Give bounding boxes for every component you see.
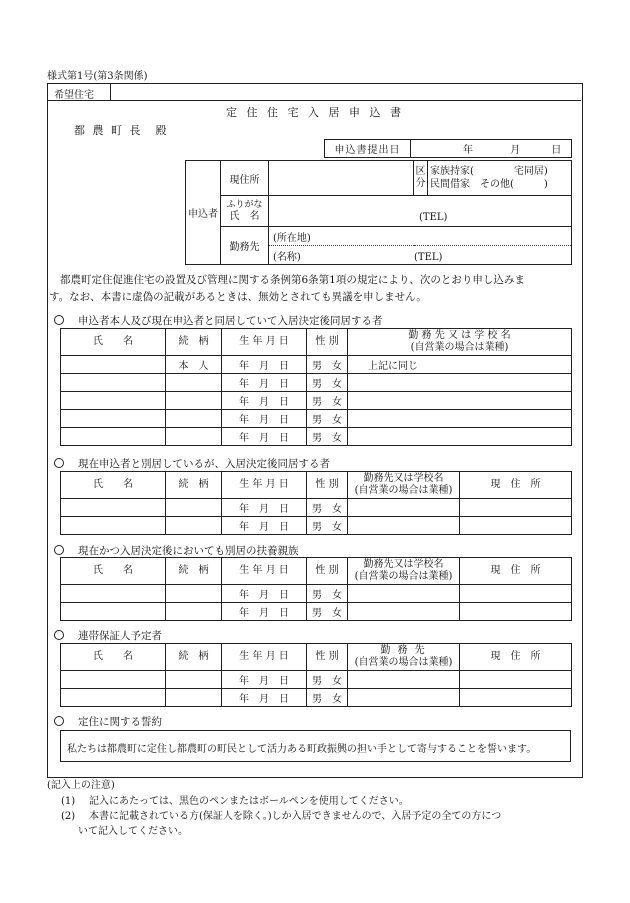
table-row: 年 月 日 男 女 [61, 374, 572, 392]
hope-housing-label: 希望住宅 [54, 90, 94, 101]
submit-date-value[interactable]: 年 月 日 [411, 140, 572, 158]
section1-table [60, 328, 572, 446]
section3-table: 氏 名 続 柄 生 年 月 日 性 別 勤務先又は学校名 (自営業の場合は業種) 現 住 所 年 月 日 男 女 年 月 日 男 女 [60, 557, 572, 621]
note2-text-line1: 本書に記載されている方(保証人を除く。)しか入居できませんので、入居予定の全ての方につ [89, 811, 502, 822]
address-field[interactable] [269, 161, 414, 196]
table-row: 年 月 日 男 女 [61, 392, 572, 410]
note1-number: (1) [61, 796, 76, 807]
table-row: 年 月 日 男 女 [61, 517, 572, 535]
section5-title: 定住に関する誓約 [54, 714, 162, 729]
col-birthdate: 生 年 月 日 [222, 329, 307, 356]
work-label: 勤務先 [221, 227, 269, 265]
notes-heading: (記入上の注意) [47, 780, 115, 791]
name-field[interactable]: (TEL) [269, 196, 572, 227]
circle-icon [54, 716, 64, 726]
name-label: ふりがな 氏 名 [221, 196, 269, 227]
form-number: 様式第1号(第3条関係) [47, 71, 148, 82]
hope-housing-box [48, 84, 111, 101]
pledge-box [60, 730, 571, 762]
pledge-text: 私たちは都農町に定住し都農町の町民として活力ある町政振興の担い手として寄与することを誓います。 [67, 744, 537, 755]
declaration-line1: 都農町定住促進住宅の設置及び管理に関する条例第6条第1項の規定により、次のとおり申し込みま [60, 274, 525, 286]
applicant-label: 申込者 [186, 161, 221, 265]
table-row: 年 月 日 男 女 [61, 410, 572, 428]
declaration-line2: す。なお、本書に虚偽の記載があるときは、無効とされても異議を申しません。 [49, 291, 427, 303]
col-relation: 続 柄 [166, 329, 222, 356]
circle-icon [54, 315, 64, 325]
circle-icon [54, 630, 64, 640]
kubun-label: 区分 [414, 161, 428, 196]
note2-text-line2: いて記入してください。 [78, 826, 188, 837]
applicant-table [185, 160, 572, 265]
note1-text: 記入にあたっては、黒色のペンまたはボールペンを使用してください。 [89, 796, 409, 807]
form-title: 定 住 住 宅 入 居 申 込 書 [226, 106, 404, 119]
section3-title: 現在かつ入居決定後においても別居の扶養親族 [54, 543, 299, 558]
table-row: 年 月 日 男 女 [61, 671, 572, 689]
submit-date-table [324, 139, 572, 158]
circle-icon [54, 545, 64, 555]
section4-title: 連帯保証人予定者 [54, 628, 162, 643]
section2-table: 氏 名 続 柄 生 年 月 日 性 別 勤務先又は学校名 (自営業の場合は業種) 現 住 所 年 月 日 男 女 年 月 日 男 女 [60, 471, 572, 535]
col-name: 氏 名 [61, 329, 166, 356]
addressee: 都 農 町 長 殿 [74, 124, 169, 137]
table-row: 年 月 日 男 女 [61, 428, 572, 446]
work-name-field[interactable]: (名称) (TEL) [269, 246, 572, 265]
address-label: 現住所 [221, 161, 269, 196]
section4-table: 氏 名 続 柄 生 年 月 日 性 別 勤 務 先 (自営業の場合は業種) 現 住 所 年 月 日 男 女 年 月 日 男 女 [60, 643, 572, 707]
note2-number: (2) [61, 811, 76, 822]
table-row: 年 月 日 男 女 [61, 585, 572, 603]
section1-title: 申込者本人及び現在申込者と同居していて入居決定後同居する者 [54, 313, 383, 328]
col-sex: 性 別 [307, 329, 348, 356]
hope-housing-line [110, 100, 581, 101]
table-row: 年 月 日 男 女 [61, 689, 572, 707]
kubun-options[interactable]: 家族持家( 宅同居) 民間借家 その他( ) [428, 161, 572, 196]
work-address-field[interactable]: (所在地) [269, 227, 572, 246]
table-row: 年 月 日 男 女 [61, 499, 572, 517]
table-row: 年 月 日 男 女 [61, 603, 572, 621]
col-work: 勤 務 先 又 は 学 校 名 (自営業の場合は業種) [348, 329, 572, 356]
section2-title: 現在申込者と別居しているが、入居決定後同居する者 [54, 456, 330, 471]
table-row: 本 人 年 月 日 男 女 上記に同じ [61, 356, 572, 374]
circle-icon [54, 458, 64, 468]
submit-date-label: 申込書提出日 [325, 140, 411, 158]
